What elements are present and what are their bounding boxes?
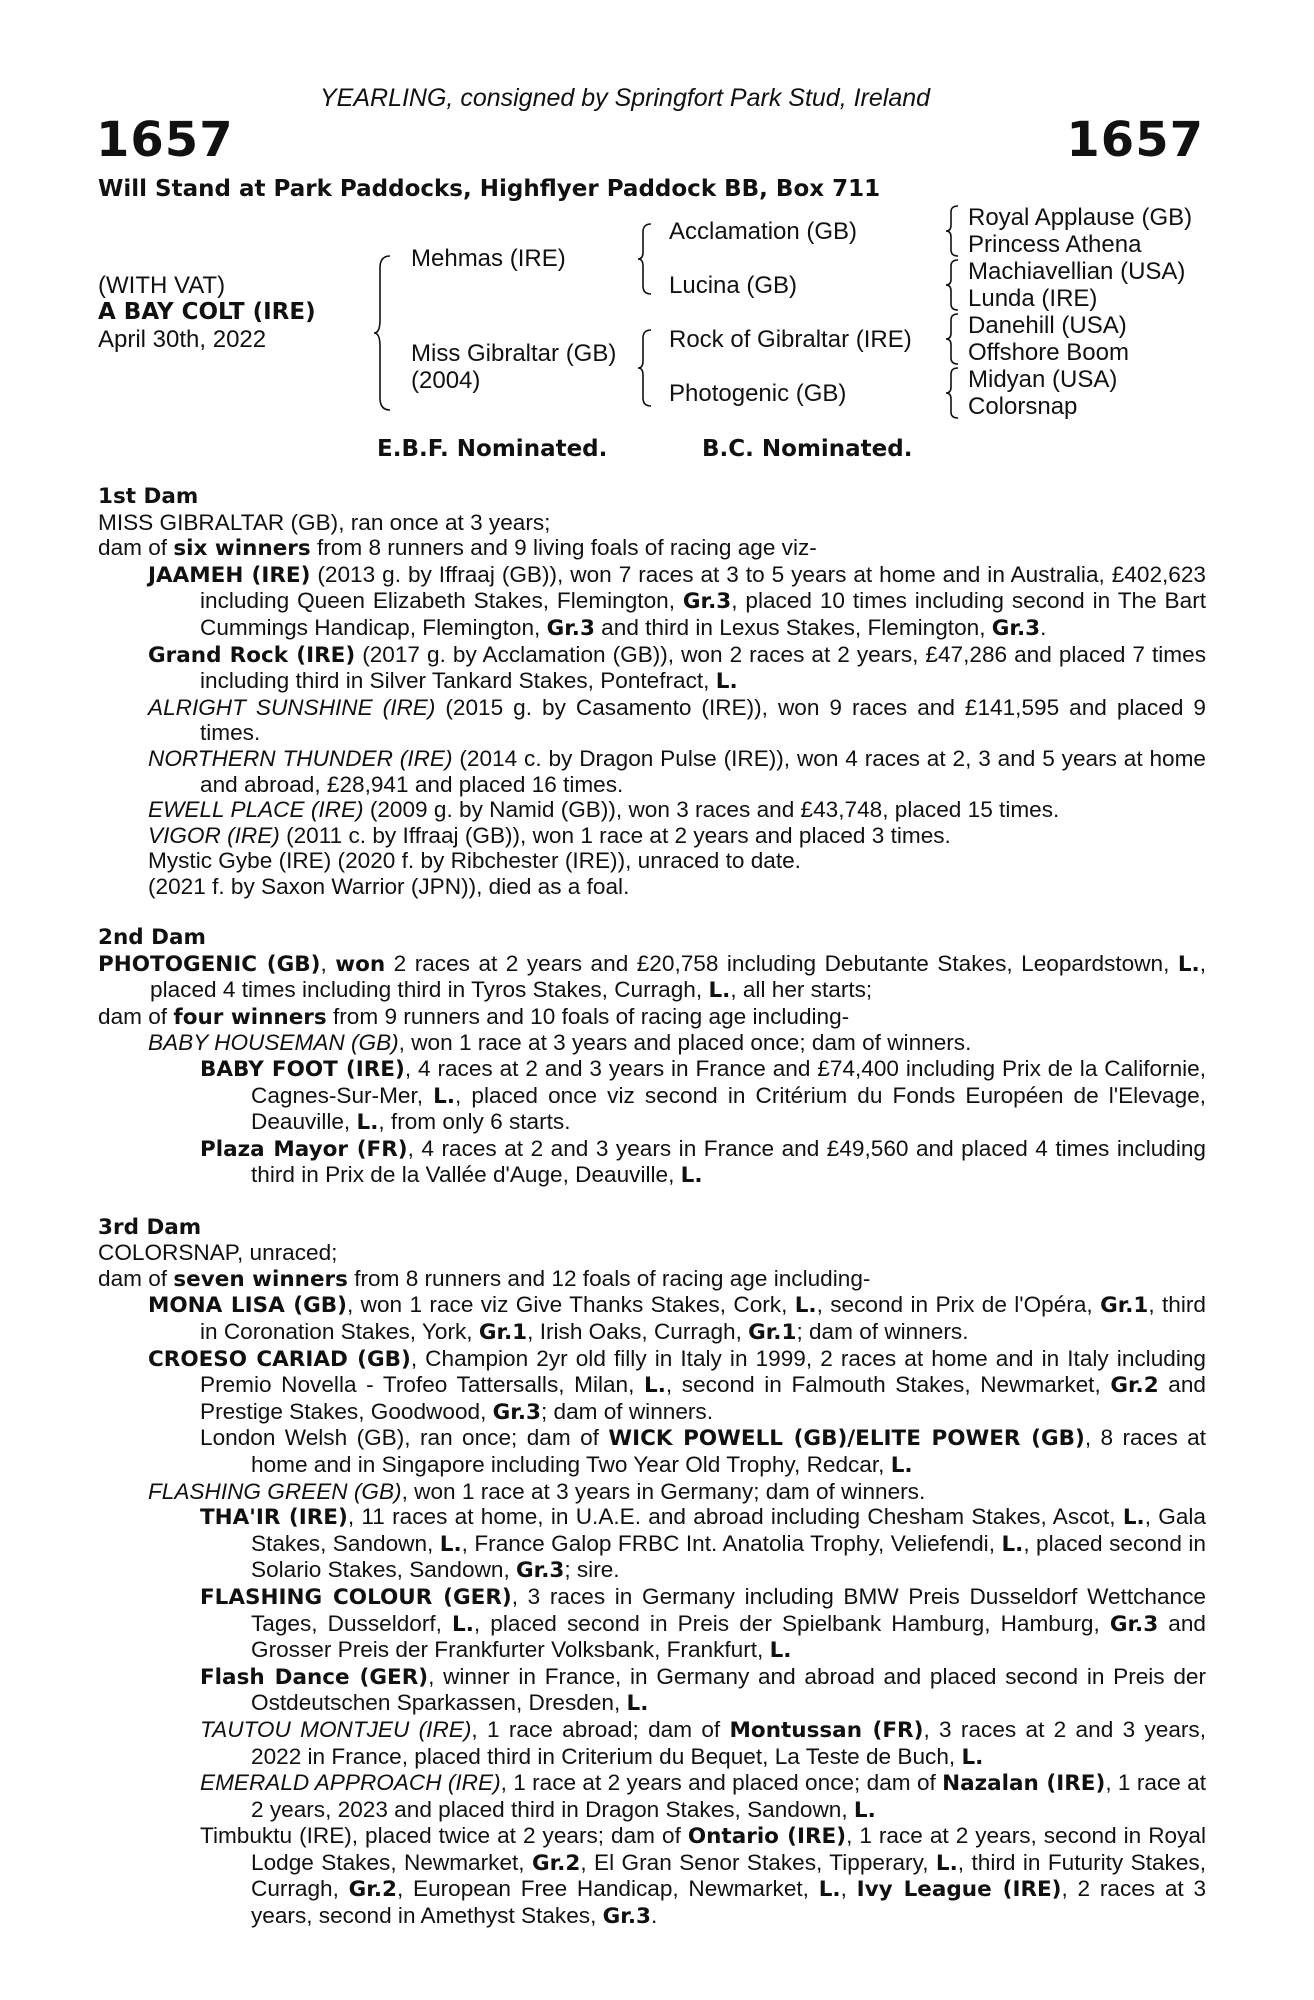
produce-entry: CROESO CARIAD (GB), Champion 2yr old filly in Italy in 1999, 2 races at home and in Italy including Premio Novella - Trofeo Tattersalls, Milan, L., second in Falmouth Stakes, Newmarket, Gr.2 and Prestige Stakes, Goodwood, Gr.3; dam of winners. — [148, 1345, 1206, 1425]
produce-entry: MONA LISA (GB), won 1 race viz Give Thanks Stakes, Cork, L., second in Prix de l'Opéra, Gr.1, third in Coronation Stakes, York, Gr.1, Irish Oaks, Curragh, Gr.1; dam of winners. — [148, 1292, 1206, 1345]
produce-entry: VIGOR (IRE) (2011 c. by Iffraaj (GB)), won 1 race at 2 years and placed 3 times. — [148, 822, 951, 848]
third-dam-intro: COLORSNAP, unraced; — [98, 1240, 338, 1266]
brace-dam — [636, 328, 656, 408]
pedigree-g7: Midyan (USA) — [968, 366, 1118, 393]
pedigree-dam-sire: Rock of Gibraltar (IRE) — [669, 326, 912, 353]
first-dam-heading: 1st Dam — [98, 484, 199, 509]
brace-gen1 — [372, 254, 396, 412]
second-dam-record: PHOTOGENIC (GB), won 2 races at 2 years and £20,758 including Debutante Stakes, Leopardstown, L., placed 4 times including third in Tyros Stakes, Curragh, L., all her starts; — [98, 950, 1207, 1004]
produce-entry: FLASHING COLOUR (GER), 3 races in Germany including BMW Preis Dusseldorf Wettchance Tages, Dusseldorf, L., placed second in Preis der Spielbank Hamburg, Hamburg, Gr.3 and Grosser Preis der Frankfurter Volksbank, Frankfurt, L. — [200, 1583, 1206, 1664]
pedigree-sire-dam: Lucina (GB) — [669, 272, 798, 299]
brace-g2 — [944, 258, 962, 312]
produce-entry: Plaza Mayor (FR), 4 races at 2 and 3 years in France and £49,560 and placed 4 times including third in Prix de la Vallée d'Auge, Deauville, L. — [200, 1135, 1207, 1189]
consignment-line: YEARLING, consigned by Springfort Park Stud, Ireland — [320, 84, 931, 112]
lot-number-left: 1657 — [96, 112, 234, 168]
vat-note: (WITH VAT) — [98, 272, 226, 299]
produce-entry: Timbuktu (IRE), placed twice at 2 years; dam of Ontario (IRE), 1 race at 2 years, second in Royal Lodge Stakes, Newmarket, Gr.2, El Gran Senor Stakes, Tipperary, L., third in Futurity Stakes, Curragh, Gr.2, European Free Handicap, Newmarket, L., Ivy League (IRE), 2 races at 3 years, second in Amethyst Stakes, Gr.3. — [200, 1823, 1207, 1930]
pedigree-g2: Princess Athena — [968, 231, 1142, 258]
produce-entry: EMERALD APPROACH (IRE), 1 race at 2 years and placed once; dam of Nazalan (IRE), 1 race at 2 years, 2023 and placed third in Dragon Stakes, Sandown, L. — [200, 1770, 1206, 1823]
pedigree-sire: Mehmas (IRE) — [411, 245, 566, 272]
produce-entry: BABY FOOT (IRE), 4 races at 2 and 3 years in France and £74,400 including Prix de la Californie, Cagnes-Sur-Mer, L., placed once viz second in Critérium du Fonds Européen de l'Elevage, Deauville, L., from only 6 starts. — [200, 1056, 1207, 1136]
brace-g3 — [944, 312, 962, 366]
produce-entry: EWELL PLACE (IRE) (2009 g. by Namid (GB)), won 3 races and £43,748, placed 15 times. — [148, 797, 1060, 823]
pedigree-dam-dam: Photogenic (GB) — [669, 380, 847, 407]
produce-entry: THA'IR (IRE), 11 races at home, in U.A.E. and abroad including Chesham Stakes, Ascot, L., Gala Stakes, Sandown, L., France Galop FRBC Int. Anatolia Trophy, Veliefendi, L., placed second in Solario Stakes, Sandown, Gr.3; sire. — [200, 1504, 1206, 1584]
produce-entry: London Welsh (GB), ran once; dam of WICK POWELL (GB)/ELITE POWER (GB), 8 races at home and in Singapore including Two Year Old Trophy, Redcar, L. — [200, 1425, 1206, 1478]
stand-location: Will Stand at Park Paddocks, Highflyer Paddock BB, Box 711 — [98, 176, 881, 202]
third-dam-summary: dam of seven winners from 8 runners and 12 foals of racing age including- — [98, 1265, 871, 1292]
foaling-date: April 30th, 2022 — [98, 326, 267, 353]
brace-g4 — [944, 366, 962, 420]
pedigree-g5: Danehill (USA) — [968, 312, 1127, 339]
pedigree-g4: Lunda (IRE) — [968, 285, 1098, 312]
pedigree-g8: Colorsnap — [968, 393, 1078, 420]
lot-number-right: 1657 — [1066, 112, 1204, 168]
horse-name: A BAY COLT (IRE) — [98, 299, 316, 325]
catalogue-body — [98, 484, 1206, 1930]
bc-nomination: B.C. Nominated. — [702, 436, 913, 462]
first-dam-intro: MISS GIBRALTAR (GB), ran once at 3 years; — [98, 509, 551, 535]
ebf-nomination: E.B.F. Nominated. — [377, 436, 608, 462]
produce-entry: ALRIGHT SUNSHINE (IRE) (2015 g. by Casamento (IRE)), won 9 races and £141,595 and placed 9 times. — [148, 694, 1206, 746]
pedigree-g1: Royal Applause (GB) — [968, 204, 1193, 231]
pedigree-g6: Offshore Boom — [968, 339, 1129, 366]
produce-entry: Grand Rock (IRE) (2017 g. by Acclamation (GB)), won 2 races at 2 years, £47,286 and placed 7 times including third in Silver Tankard Stakes, Pontefract, L. — [148, 641, 1206, 695]
pedigree-sire-sire: Acclamation (GB) — [669, 218, 858, 245]
produce-entry: Mystic Gybe (IRE) (2020 f. by Ribchester (IRE)), unraced to date. — [148, 848, 801, 874]
second-dam-summary: dam of four winners from 9 runners and 10 foals of racing age including- — [98, 1003, 850, 1030]
first-dam-summary: dam of six winners from 8 runners and 9 living foals of racing age viz- — [98, 535, 817, 562]
produce-entry: BABY HOUSEMAN (GB), won 1 race at 3 years and placed once; dam of winners. — [148, 1030, 972, 1056]
produce-entry: JAAMEH (IRE) (2013 g. by Iffraaj (GB)), won 7 races at 3 to 5 years at home and in Australia, £402,623 including Queen Elizabeth Stakes, Flemington, Gr.3, placed 10 times including second in The Bart Cummings Handicap, Flemington, Gr.3 and third in Lexus Stakes, Flemington, Gr.3. — [148, 561, 1206, 641]
produce-entry: NORTHERN THUNDER (IRE) (2014 c. by Dragon Pulse (IRE)), won 4 races at 2, 3 and 5 years at home and abroad, £28,941 and placed 16 times. — [148, 745, 1206, 797]
pedigree-g3: Machiavellian (USA) — [968, 258, 1186, 285]
produce-entry: (2021 f. by Saxon Warrior (JPN)), died as a foal. — [148, 873, 630, 899]
brace-g1 — [944, 204, 962, 258]
brace-sire — [636, 222, 656, 296]
produce-entry: TAUTOU MONTJEU (IRE), 1 race abroad; dam of Montussan (FR), 3 races at 2 and 3 years, 2022 in France, placed third in Criterium du Bequet, La Teste de Buch, L. — [200, 1716, 1206, 1770]
produce-entry: FLASHING GREEN (GB), won 1 race at 3 years in Germany; dam of winners. — [148, 1478, 926, 1504]
second-dam-heading: 2nd Dam — [98, 925, 206, 951]
pedigree-dam-year: (2004) — [411, 367, 481, 394]
produce-entry: Flash Dance (GER), winner in France, in Germany and abroad and placed second in Preis der Ostdeutschen Sparkassen, Dresden, L. — [200, 1663, 1206, 1717]
pedigree-dam: Miss Gibraltar (GB) — [411, 340, 617, 367]
third-dam-heading: 3rd Dam — [98, 1214, 202, 1240]
